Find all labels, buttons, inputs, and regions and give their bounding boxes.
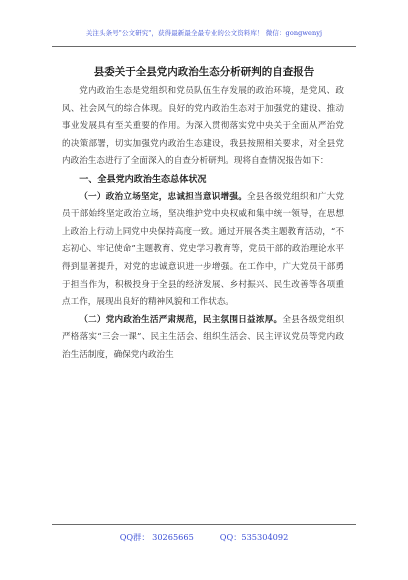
subsection-1-text: 全县各级党组织和广大党员干部始终坚定政治立场，坚决维护党中央权威和集中统一领导，在思想上政治上行动上同党中央保持高度一致。通过开展各类主题教育活动，“不忘初心、牢记使命”主题教育、党史学习教育等，党员干部的政治理论水平得到显著提升，对党的忠诚意识进一步增强。在工作中，广大党员干部勇于担当作为，积极投身于全县的经济发展、乡村振兴、民生改善等各项重点工作，展现出良好的精神风貌和工作状态。 <box>62 191 344 308</box>
footer-divider <box>52 524 356 525</box>
subsection-heading-1: （一）政治立场坚定，忠诚担当意识增强。 <box>79 191 248 202</box>
subsection-1-paragraph <box>62 189 344 312</box>
header-divider <box>52 46 356 47</box>
footer-qq-group: QQ群： 30265665 <box>119 532 194 542</box>
footer-qq: QQ：535304092 <box>219 532 289 542</box>
footer-contact <box>0 532 408 543</box>
document-body <box>62 83 344 365</box>
subsection-heading-2: （二）党内政治生活严肃规范，民主氛围日益浓厚。 <box>79 314 283 325</box>
section-heading-1: 一、全县党内政治生态总体状况 <box>79 173 207 185</box>
intro-paragraph: 党内政治生态是党组织和党员队伍生存发展的政治环境，是党风、政风、社会风气的综合体现。良好的党内政治生态对于加强党的建设、推动事业发展具有至关重要的作用。为深入贯彻落实党中央关于全面从严治党的决策部署，切实加强党内政治生态建设，我县按照相关要求，对全县党内政治生态进行了全面深入的自查分析研判。现将自查情况报告如下： <box>62 86 344 167</box>
header-notice: 关注头条号"公文研究"，获得最新最全最专业的公文资料库！ 微信：gongwenyj <box>85 29 323 37</box>
subsection-2-text: 全县各级党组织严格落实“三会一课”、民主生活会、组织生活会、民主评议党员等党内政治生活制度，确保党内政治生 <box>62 314 344 360</box>
document-title: 县委关于全县党内政治生态分析研判的自查报告 <box>93 66 315 78</box>
subsection-2-paragraph <box>62 312 344 365</box>
